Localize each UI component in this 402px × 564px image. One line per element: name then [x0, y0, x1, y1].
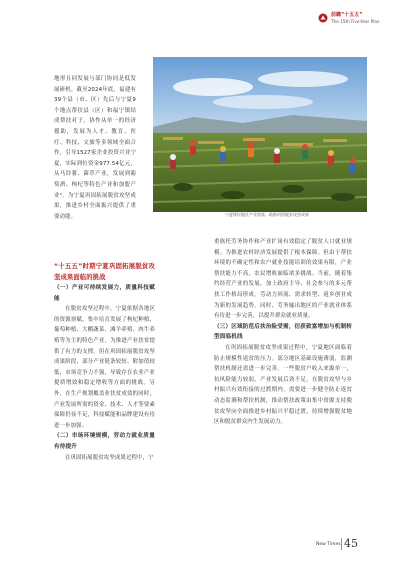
- right-paragraph-1: 重族托劳务协作和产业扩岗有效稳定了脱贫人口就业规模。为推进农村经济发展提供了根本保障。但由于帮扶环境的不确定性和农户就业技能培训的效果有限，产业帮扶能力不高，农民增收面临诸多挑战。当前，随着集约经营产业的发展。加上政府主导、社会参与的多元帮扶工作格局形成。劳动力回流、需求转型、返乡创业成为新的发展趋势。同时，劳务输出地区的产业就业体系有待进一步完善，以提升群众就业质量。: [214, 239, 352, 320]
- left-bottom-column: [54, 261, 155, 543]
- page-number: 45: [344, 537, 358, 550]
- field-photo: [153, 57, 367, 212]
- right-paragraph-2: 在巩固拓展脱贫攻坚成果过程中，宁夏地区面临着防止规模性返贫的压力。部分地区基础设施薄弱，监测帮扶机制还需进一步完善。一些脱贫户收入来源单一，抗风险能力较弱，产业发展后劲不足。在脱贫攻坚与乡村振兴有效衔接的过渡期内，需要进一步健全防止返贫动态监测和帮扶机制，推动帮扶政策由集中资源支持脱贫攻坚向全面推进乡村振兴平稳过渡，持续增强脱贫地区和脱贫群众内生发展动力。: [214, 344, 352, 426]
- photo-caption: 宁夏移民地区产业致富，助推巩固脱贫攻坚成果: [225, 212, 309, 217]
- subheading-3: （三）区域防范后扶治险受需，衍获致富增加与机制转型面临机线: [214, 323, 352, 341]
- header-subtitle: The 15th Five-Year Plan: [331, 19, 380, 24]
- footer-label: New Times: [316, 542, 341, 547]
- left-top-column: [54, 74, 136, 222]
- paragraph-1: 在脱贫攻坚过程中，宁夏依据各地区的资源禀赋，集中培育发展了枸杞种植、葡萄种植、大棚蔬菜、滩羊养殖、肉牛养殖等为主的特色产业，为推进产业扶贫提供了有力的支撑。但在巩固拓展脱贫攻坚成果阶段，部分产业链条较短、附加值较低，市场竞争力不强，导致存在农业产业提质增效和稳定增收等方面的挑战。另外，在生产规划覆盖业扶贫成效的同时，产业发展所需的资金、技术、人才等要素保障仍显不足，科技赋能和品牌建设有待进一步加强。: [54, 306, 155, 429]
- emblem-icon: [318, 13, 328, 23]
- right-bottom-column: [214, 237, 352, 541]
- section-heading: “十五五”时期宁夏巩固拓展脱贫攻坚成果面临的挑战: [54, 263, 155, 281]
- header-title: 前瞻“十五五”: [331, 12, 363, 18]
- field-workers-image: [153, 57, 367, 212]
- footer-divider: [341, 538, 342, 550]
- paragraph-2: 在巩固拓展脱贫攻坚成果过程中，宁: [65, 454, 154, 461]
- subheading-1: （一）产业可持续发展力，质量科技赋能: [54, 285, 155, 302]
- left-top-paragraph: 地形且同发展与部门协同是低发展研机。截至2024年底，福建有39个县（市、区）先后与宁夏9个地点帮扶县（区）和福宁镇结成帮扶对子，协作从单一的经济援助，发展为人才、教育、医疗、科技、文旅等多领域全面合作，引导1527家企业投资兴业宁夏，实际到位资金977.54亿元，从马铃薯、菌草产业，发展到葡萄酒、枸杞等特色产业和加盟产业²。为宁夏巩固拓展脱贫攻坚成果，推进乡村全面振兴提供了重要动能。: [54, 76, 136, 220]
- subheading-2: （二）市场环境规模，劳动力就业质量有待提升: [54, 433, 155, 450]
